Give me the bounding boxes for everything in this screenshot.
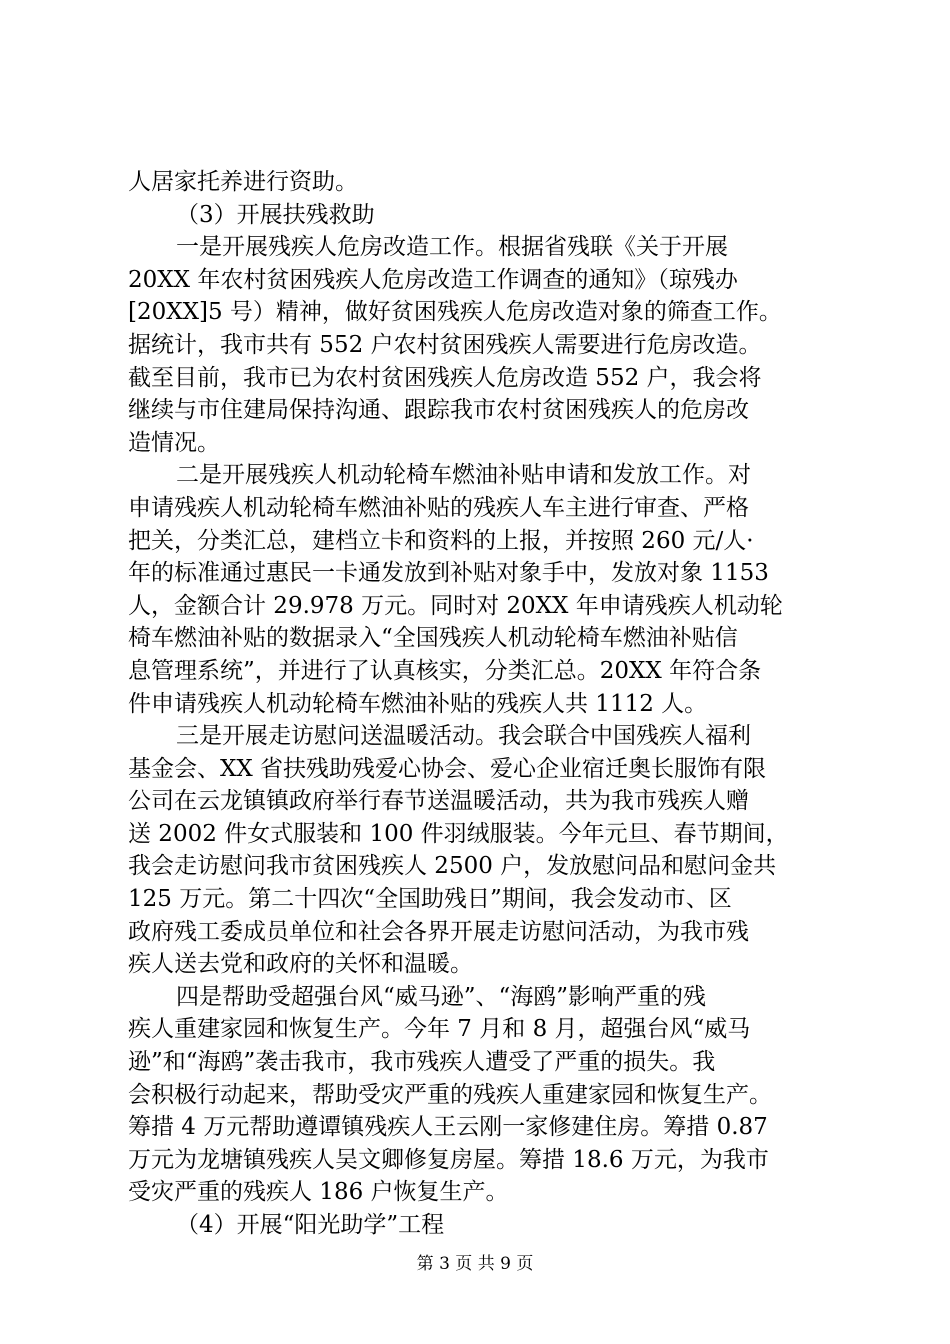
paragraph-line: 年的标准通过惠民一卡通发放到补贴对象手中，发放对象 1153 [128, 560, 769, 587]
paragraph-line: 继续与市住建局保持沟通、跟踪我市农村贫困残疾人的危房改 [128, 397, 749, 424]
paragraph-line: 件申请残疾人机动轮椅车燃油补贴的残疾人共 1112 人。 [128, 690, 708, 717]
section-heading: （4）开展“阳光助学”工程 [176, 1212, 445, 1238]
paragraph-line: 三是开展走访慰问送温暖活动。我会联合中国残疾人福利 [176, 723, 751, 750]
paragraph-line: 筹措 4 万元帮助遵谭镇残疾人王云刚一家修建住房。筹措 0.87 [128, 1114, 768, 1141]
paragraph-line: [20XX]5 号）精神，做好贫困残疾人危房改造对象的筛查工作。 [128, 299, 782, 326]
paragraph-line: 截至目前，我市已为农村贫困残疾人危房改造 552 户，我会将 [128, 364, 762, 391]
paragraph-line: 125 万元。第二十四次“全国助残日”期间，我会发动市、区 [128, 886, 732, 913]
page-footer [0, 1253, 950, 1275]
paragraph-line: 会积极行动起来，帮助受灾严重的残疾人重建家园和恢复生产。 [128, 1081, 772, 1108]
paragraph-line: 一是开展残疾人危房改造工作。根据省残联《关于开展 [176, 234, 728, 261]
paragraph-line: 申请残疾人机动轮椅车燃油补贴的残疾人车主进行审查、严格 [128, 494, 749, 521]
paragraph-line: 椅车燃油补贴的数据录入“全国残疾人机动轮椅车燃油补贴信 [128, 625, 738, 652]
paragraph-line: 二是开展残疾人机动轮椅车燃油补贴申请和发放工作。对 [176, 462, 751, 489]
paragraph-line: 送 2002 件女式服装和 100 件羽绒服装。今年元旦、春节期间， [128, 820, 789, 847]
paragraph-line: 疾人重建家园和恢复生产。今年 7 月和 8 月，超强台风“威马 [128, 1016, 751, 1043]
paragraph-line: 人，金额合计 29.978 万元。同时对 20XX 年申请残疾人机动轮 [128, 592, 783, 619]
paragraph-line: 公司在云龙镇镇政府举行春节送温暖活动，共为我市残疾人赠 [128, 788, 749, 815]
document-body [128, 166, 848, 1242]
paragraph-line: 疾人送去党和政府的关怀和温暖。 [128, 951, 473, 978]
paragraph-line: 据统计，我市共有 552 户农村贫困残疾人需要进行危房改造。 [128, 331, 762, 358]
paragraph-line: 逊”和“海鸥”袭击我市，我市残疾人遭受了严重的损失。我 [128, 1049, 716, 1076]
paragraph-line: 万元为龙塘镇残疾人吴文卿修复房屋。筹措 18.6 万元，为我市 [128, 1146, 769, 1173]
paragraph-line: 把关，分类汇总，建档立卡和资料的上报，并按照 260 元/人· [128, 527, 754, 554]
paragraph-line: 四是帮助受超强台风“威马逊”、“海鸥”影响严重的残 [176, 983, 707, 1010]
paragraph-line: 受灾严重的残疾人 186 户恢复生产。 [128, 1179, 509, 1206]
paragraph-line: 政府残工委成员单位和社会各界开展走访慰问活动，为我市残 [128, 918, 749, 945]
paragraph-line: 基金会、XX 省扶残助残爱心协会、爱心企业宿迁奥长服饰有限 [128, 755, 767, 782]
section-heading: （3）开展扶残救助 [176, 201, 375, 228]
paragraph-line: 息管理系统”，并进行了认真核实，分类汇总。20XX 年符合条 [128, 657, 762, 684]
paragraph-line: 造情况。 [128, 429, 220, 456]
paragraph-line: 人居家托养进行资助。 [128, 169, 358, 195]
paragraph-line: 我会走访慰问我市贫困残疾人 2500 户，发放慰问品和慰问金共 [128, 853, 777, 880]
paragraph-line: 20XX 年农村贫困残疾人危房改造工作调查的通知》（琼残办 [128, 266, 738, 293]
page-number-label: 第 3 页 共 9 页 [416, 1254, 534, 1274]
